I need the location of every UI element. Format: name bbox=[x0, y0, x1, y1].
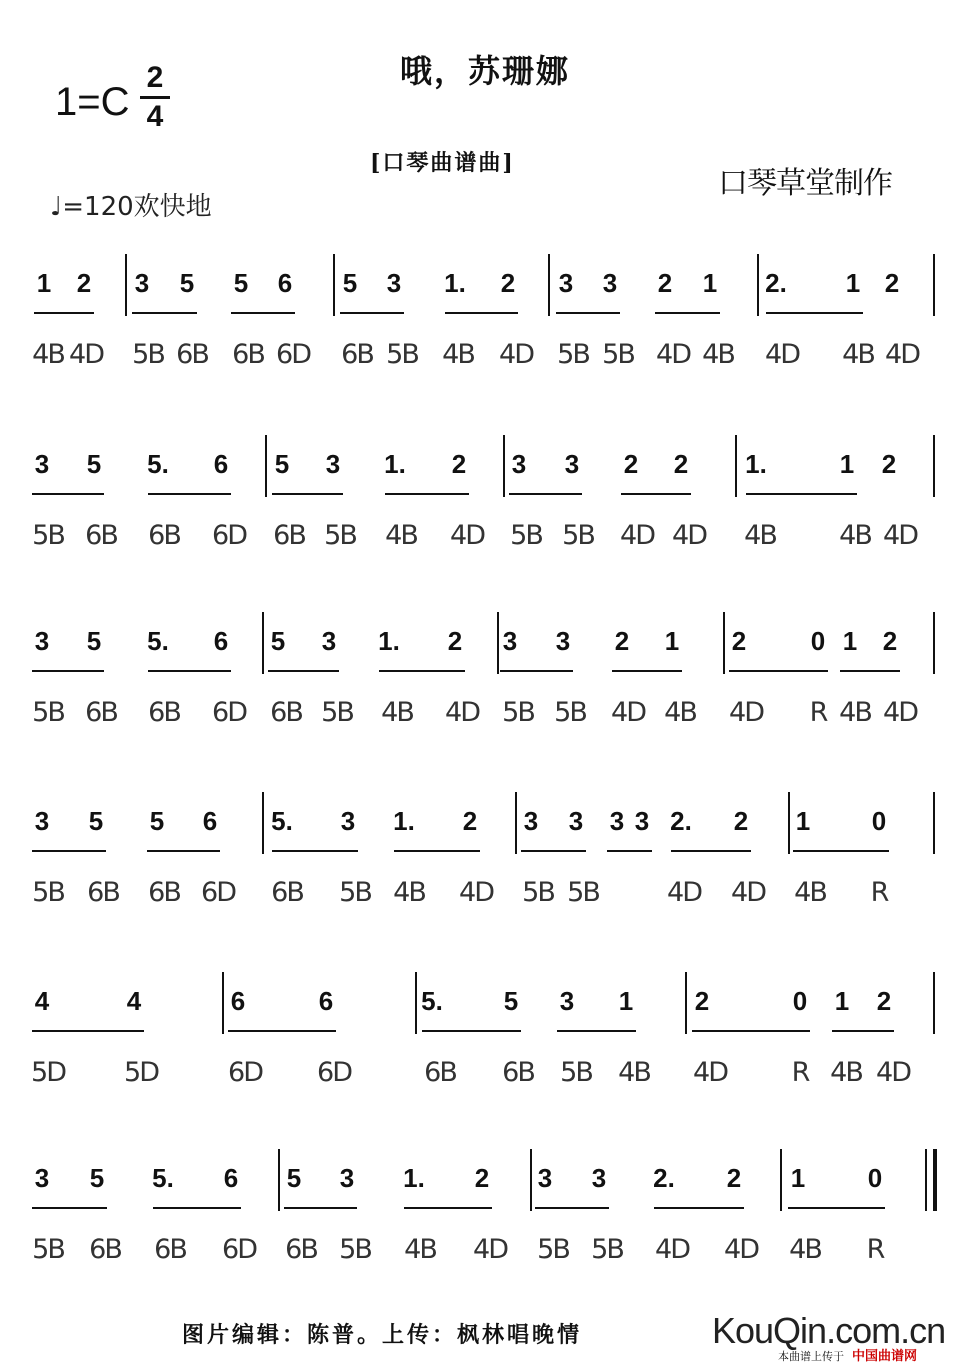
harmonica-hole: 4B bbox=[381, 697, 413, 728]
notation-note: 1. bbox=[745, 449, 767, 479]
notation-note: 1 bbox=[790, 1163, 806, 1193]
notation-note: 3 bbox=[568, 806, 584, 836]
beam-underline bbox=[832, 1030, 894, 1032]
time-numerator: 2 bbox=[146, 61, 164, 94]
notation-note: 3 bbox=[386, 268, 402, 298]
bar-line bbox=[125, 254, 127, 316]
beam-underline bbox=[379, 670, 465, 672]
beam-underline bbox=[840, 670, 900, 672]
harmonica-hole: 5B bbox=[339, 1234, 371, 1265]
notation-note: 1 bbox=[839, 449, 855, 479]
harmonica-hole: 6B bbox=[176, 339, 208, 370]
beam-underline bbox=[746, 493, 857, 495]
notation-note: 0 bbox=[792, 986, 808, 1016]
harmonica-hole: 4B bbox=[385, 520, 417, 551]
notation-note: 1 bbox=[36, 268, 52, 298]
notation-note: 1. bbox=[393, 806, 415, 836]
notation-note: 3 bbox=[523, 806, 539, 836]
notation-note: 3 bbox=[511, 449, 527, 479]
harmonica-hole: 5B bbox=[567, 877, 599, 908]
beam-underline bbox=[612, 670, 682, 672]
notation-note: 2 bbox=[733, 806, 749, 836]
notation-note: 6 bbox=[223, 1163, 239, 1193]
harmonica-hole: 5B bbox=[510, 520, 542, 551]
notation-note: 2 bbox=[876, 986, 892, 1016]
harmonica-hole: 4D bbox=[459, 877, 493, 908]
bar-line bbox=[278, 1149, 280, 1211]
beam-underline bbox=[557, 1030, 636, 1032]
score-subtitle: [口琴曲谱曲] bbox=[370, 150, 515, 176]
harmonica-hole: 6B bbox=[424, 1057, 456, 1088]
maker-label: 口琴草堂制作 bbox=[718, 166, 892, 201]
notation-note: 2. bbox=[765, 268, 787, 298]
harmonica-hole: 4B bbox=[664, 697, 696, 728]
beam-underline bbox=[148, 670, 231, 672]
harmonica-hole: R bbox=[791, 1057, 809, 1088]
beam-underline bbox=[228, 1030, 336, 1032]
beam-underline bbox=[509, 493, 582, 495]
harmonica-hole: 5B bbox=[32, 1234, 64, 1265]
notation-note: 3 bbox=[134, 268, 150, 298]
harmonica-hole: 4D bbox=[765, 339, 799, 370]
harmonica-hole: 6B bbox=[89, 1234, 121, 1265]
harmonica-hole: 5B bbox=[502, 697, 534, 728]
harmonica-hole: 6B bbox=[148, 520, 180, 551]
harmonica-hole: 6B bbox=[341, 339, 373, 370]
bar-line bbox=[530, 1149, 532, 1211]
harmonica-hole: 4B bbox=[839, 520, 871, 551]
bar-line bbox=[723, 612, 725, 674]
harmonica-hole: 4B bbox=[842, 339, 874, 370]
bar-line bbox=[933, 612, 935, 674]
harmonica-hole: 6D bbox=[212, 697, 246, 728]
notation-note: 1 bbox=[664, 626, 680, 656]
harmonica-hole: 4D bbox=[656, 339, 690, 370]
site-cn-logo: 中国曲谱网 bbox=[852, 1349, 918, 1364]
notation-note: 3 bbox=[340, 806, 356, 836]
harmonica-hole: 6B bbox=[85, 520, 117, 551]
harmonica-hole: 4B bbox=[32, 339, 64, 370]
bar-line bbox=[548, 254, 550, 316]
notation-note: 3 bbox=[34, 806, 50, 836]
harmonica-hole: 5D bbox=[124, 1057, 158, 1088]
beam-underline bbox=[729, 670, 828, 672]
harmonica-hole: 6B bbox=[85, 697, 117, 728]
notation-note: 4 bbox=[126, 986, 142, 1016]
harmonica-hole: 6B bbox=[271, 877, 303, 908]
notation-note: 4 bbox=[34, 986, 50, 1016]
harmonica-hole: 5B bbox=[339, 877, 371, 908]
notation-note: 3 bbox=[325, 449, 341, 479]
beam-underline bbox=[147, 850, 220, 852]
notation-note: 5 bbox=[286, 1163, 302, 1193]
harmonica-hole: 5B bbox=[32, 520, 64, 551]
notation-note: 5 bbox=[86, 626, 102, 656]
harmonica-hole: 4B bbox=[618, 1057, 650, 1088]
beam-underline bbox=[793, 850, 889, 852]
beam-underline bbox=[607, 850, 652, 852]
harmonica-hole: 4D bbox=[731, 877, 765, 908]
notation-note: 1. bbox=[403, 1163, 425, 1193]
notation-note: 2 bbox=[694, 986, 710, 1016]
notation-note: 2 bbox=[447, 626, 463, 656]
beam-underline bbox=[284, 1207, 357, 1209]
harmonica-hole: 4D bbox=[672, 520, 706, 551]
notation-note: 5. bbox=[421, 986, 443, 1016]
beam-underline bbox=[34, 312, 94, 314]
notation-note: 5 bbox=[503, 986, 519, 1016]
notation-note: 6 bbox=[318, 986, 334, 1016]
key-signature: 1=C bbox=[55, 80, 130, 124]
harmonica-hole: 4D bbox=[883, 520, 917, 551]
notation-note: 3 bbox=[34, 626, 50, 656]
footer-credit: 图片编辑：陈普。上传：枫林唱晚情 bbox=[182, 1322, 583, 1348]
bar-line bbox=[503, 435, 505, 497]
harmonica-hole: R bbox=[809, 697, 827, 728]
notation-note: 6 bbox=[202, 806, 218, 836]
notation-note: 3 bbox=[34, 1163, 50, 1193]
harmonica-hole: 4D bbox=[729, 697, 763, 728]
beam-underline bbox=[32, 1207, 107, 1209]
beam-underline bbox=[272, 850, 358, 852]
notation-note: 3 bbox=[321, 626, 337, 656]
harmonica-hole: R bbox=[866, 1234, 884, 1265]
harmonica-hole: 6B bbox=[270, 697, 302, 728]
harmonica-hole: 4B bbox=[794, 877, 826, 908]
beam-underline bbox=[340, 312, 404, 314]
notation-note: 5 bbox=[86, 449, 102, 479]
bar-line bbox=[780, 1149, 782, 1211]
harmonica-hole: 5B bbox=[560, 1057, 592, 1088]
beam-underline bbox=[655, 312, 720, 314]
harmonica-hole: 4D bbox=[876, 1057, 910, 1088]
notation-note: 3 bbox=[564, 449, 580, 479]
harmonica-hole: 4D bbox=[473, 1234, 507, 1265]
bar-line bbox=[933, 435, 935, 497]
harmonica-hole: 6B bbox=[285, 1234, 317, 1265]
beam-underline bbox=[132, 312, 197, 314]
notation-note: 2 bbox=[881, 449, 897, 479]
harmonica-hole: 4B bbox=[830, 1057, 862, 1088]
harmonica-hole: 4B bbox=[839, 697, 871, 728]
harmonica-hole: 5B bbox=[562, 520, 594, 551]
beam-underline bbox=[521, 850, 586, 852]
notation-note: 1 bbox=[842, 626, 858, 656]
notation-note: 5 bbox=[342, 268, 358, 298]
beam-underline bbox=[272, 493, 343, 495]
notation-note: 1 bbox=[702, 268, 718, 298]
harmonica-hole: 5B bbox=[32, 697, 64, 728]
bar-line bbox=[515, 792, 517, 854]
notation-note: 3 bbox=[502, 626, 518, 656]
notation-note: 1 bbox=[618, 986, 634, 1016]
harmonica-hole: 6B bbox=[502, 1057, 534, 1088]
beam-underline bbox=[153, 1207, 241, 1209]
notation-note: 1. bbox=[384, 449, 406, 479]
notation-note: 6 bbox=[213, 626, 229, 656]
harmonica-hole: 4D bbox=[693, 1057, 727, 1088]
harmonica-hole: 4B bbox=[702, 339, 734, 370]
notation-note: 3 bbox=[34, 449, 50, 479]
harmonica-hole: 6B bbox=[273, 520, 305, 551]
notation-note: 3 bbox=[634, 806, 650, 836]
harmonica-hole: 6D bbox=[317, 1057, 351, 1088]
notation-note: 0 bbox=[867, 1163, 883, 1193]
beam-underline bbox=[404, 1207, 492, 1209]
harmonica-hole: 6D bbox=[201, 877, 235, 908]
harmonica-hole: 5B bbox=[324, 520, 356, 551]
harmonica-hole: 5D bbox=[31, 1057, 65, 1088]
harmonica-hole: 4D bbox=[445, 697, 479, 728]
bar-line bbox=[262, 612, 264, 674]
notation-note: 2 bbox=[726, 1163, 742, 1193]
bar-line bbox=[222, 972, 224, 1034]
beam-underline bbox=[32, 670, 104, 672]
harmonica-hole: 5B bbox=[321, 697, 353, 728]
harmonica-hole: 6B bbox=[87, 877, 119, 908]
notation-note: 5. bbox=[271, 806, 293, 836]
bar-line bbox=[265, 435, 267, 497]
harmonica-hole: 6D bbox=[222, 1234, 256, 1265]
notation-note: 3 bbox=[339, 1163, 355, 1193]
harmonica-hole: 4D bbox=[885, 339, 919, 370]
harmonica-hole: 5B bbox=[591, 1234, 623, 1265]
beam-underline bbox=[671, 850, 751, 852]
beam-underline bbox=[535, 1207, 609, 1209]
harmonica-hole: 5B bbox=[602, 339, 634, 370]
time-signature bbox=[140, 62, 170, 133]
notation-note: 3 bbox=[591, 1163, 607, 1193]
beam-underline bbox=[692, 1030, 810, 1032]
harmonica-hole: 4D bbox=[655, 1234, 689, 1265]
notation-note: 3 bbox=[559, 986, 575, 1016]
beam-underline bbox=[556, 312, 620, 314]
harmonica-hole: R bbox=[870, 877, 888, 908]
beam-underline bbox=[788, 1207, 885, 1209]
bar-line bbox=[415, 972, 417, 1034]
harmonica-hole: 4D bbox=[724, 1234, 758, 1265]
notation-note: 5. bbox=[147, 626, 169, 656]
notation-note: 2 bbox=[882, 626, 898, 656]
notation-note: 3 bbox=[558, 268, 574, 298]
notation-note: 3 bbox=[555, 626, 571, 656]
harmonica-hole: 6B bbox=[232, 339, 264, 370]
harmonica-hole: 4B bbox=[393, 877, 425, 908]
beam-underline bbox=[32, 493, 104, 495]
bar-line bbox=[685, 972, 687, 1034]
beam-underline bbox=[32, 1030, 144, 1032]
notation-note: 5 bbox=[88, 806, 104, 836]
notation-note: 5. bbox=[152, 1163, 174, 1193]
notation-note: 2 bbox=[623, 449, 639, 479]
beam-underline bbox=[394, 850, 480, 852]
notation-note: 2 bbox=[500, 268, 516, 298]
harmonica-hole: 4D bbox=[883, 697, 917, 728]
beam-underline bbox=[654, 1207, 744, 1209]
harmonica-hole: 4D bbox=[611, 697, 645, 728]
harmonica-hole: 4D bbox=[499, 339, 533, 370]
beam-underline bbox=[766, 312, 863, 314]
notation-note: 0 bbox=[810, 626, 826, 656]
beam-underline bbox=[148, 493, 231, 495]
notation-note: 0 bbox=[871, 806, 887, 836]
beam-underline bbox=[422, 1030, 521, 1032]
song-title: 哦，苏珊娜 bbox=[399, 52, 570, 90]
notation-note: 3 bbox=[609, 806, 625, 836]
notation-note: 6 bbox=[213, 449, 229, 479]
tempo-marking: ♩=120欢快地 bbox=[50, 192, 212, 222]
bar-line bbox=[933, 254, 935, 316]
harmonica-hole: 5B bbox=[554, 697, 586, 728]
notation-note: 1 bbox=[834, 986, 850, 1016]
beam-underline bbox=[32, 850, 106, 852]
notation-note: 5 bbox=[274, 449, 290, 479]
harmonica-hole: 5B bbox=[32, 877, 64, 908]
harmonica-hole: 6D bbox=[228, 1057, 262, 1088]
harmonica-hole: 4D bbox=[69, 339, 103, 370]
beam-underline bbox=[231, 312, 295, 314]
time-divider bbox=[140, 96, 170, 99]
harmonica-hole: 6D bbox=[212, 520, 246, 551]
notation-note: 2 bbox=[462, 806, 478, 836]
harmonica-hole: 4D bbox=[450, 520, 484, 551]
bar-line bbox=[788, 792, 790, 854]
harmonica-hole: 4B bbox=[789, 1234, 821, 1265]
harmonica-hole: 5B bbox=[557, 339, 589, 370]
notation-note: 5 bbox=[179, 268, 195, 298]
notation-note: 2 bbox=[731, 626, 747, 656]
beam-underline bbox=[500, 670, 573, 672]
harmonica-hole: 5B bbox=[386, 339, 418, 370]
harmonica-hole: 5B bbox=[132, 339, 164, 370]
harmonica-hole: 5B bbox=[522, 877, 554, 908]
notation-note: 1 bbox=[795, 806, 811, 836]
bar-line bbox=[735, 435, 737, 497]
site-logo: KouQin.com.cn bbox=[712, 1310, 946, 1351]
notation-note: 5 bbox=[149, 806, 165, 836]
bar-line bbox=[262, 792, 264, 854]
beam-underline bbox=[385, 493, 469, 495]
harmonica-hole: 4D bbox=[620, 520, 654, 551]
harmonica-hole: 6D bbox=[276, 339, 310, 370]
harmonica-hole: 6B bbox=[148, 877, 180, 908]
notation-note: 2 bbox=[614, 626, 630, 656]
notation-note: 2 bbox=[451, 449, 467, 479]
notation-note: 2. bbox=[670, 806, 692, 836]
harmonica-hole: 5B bbox=[537, 1234, 569, 1265]
harmonica-hole: 6B bbox=[148, 697, 180, 728]
bar-line bbox=[933, 792, 935, 854]
notation-note: 5. bbox=[147, 449, 169, 479]
upload-note: 本曲谱上传于 bbox=[778, 1350, 844, 1363]
notation-note: 6 bbox=[230, 986, 246, 1016]
final-bar-line bbox=[933, 1149, 937, 1211]
bar-line bbox=[333, 254, 335, 316]
harmonica-hole: 4B bbox=[442, 339, 474, 370]
notation-note: 2 bbox=[673, 449, 689, 479]
notation-note: 1 bbox=[845, 268, 861, 298]
harmonica-hole: 4B bbox=[744, 520, 776, 551]
bar-line bbox=[933, 972, 935, 1034]
notation-note: 2 bbox=[474, 1163, 490, 1193]
notation-note: 5 bbox=[270, 626, 286, 656]
notation-note: 1. bbox=[378, 626, 400, 656]
final-bar-line bbox=[925, 1149, 927, 1211]
notation-note: 2 bbox=[884, 268, 900, 298]
notation-note: 6 bbox=[277, 268, 293, 298]
notation-note: 2 bbox=[76, 268, 92, 298]
beam-underline bbox=[445, 312, 518, 314]
notation-note: 3 bbox=[537, 1163, 553, 1193]
time-denominator: 4 bbox=[146, 100, 164, 133]
notation-note: 3 bbox=[602, 268, 618, 298]
harmonica-hole: 6B bbox=[154, 1234, 186, 1265]
notation-note: 2 bbox=[657, 268, 673, 298]
notation-note: 5 bbox=[233, 268, 249, 298]
beam-underline bbox=[268, 670, 339, 672]
beam-underline bbox=[621, 493, 691, 495]
notation-note: 5 bbox=[89, 1163, 105, 1193]
notation-note: 1. bbox=[444, 268, 466, 298]
notation-note: 2. bbox=[653, 1163, 675, 1193]
harmonica-hole: 4B bbox=[404, 1234, 436, 1265]
bar-line bbox=[497, 612, 499, 674]
harmonica-hole: 4D bbox=[667, 877, 701, 908]
bar-line bbox=[757, 254, 759, 316]
